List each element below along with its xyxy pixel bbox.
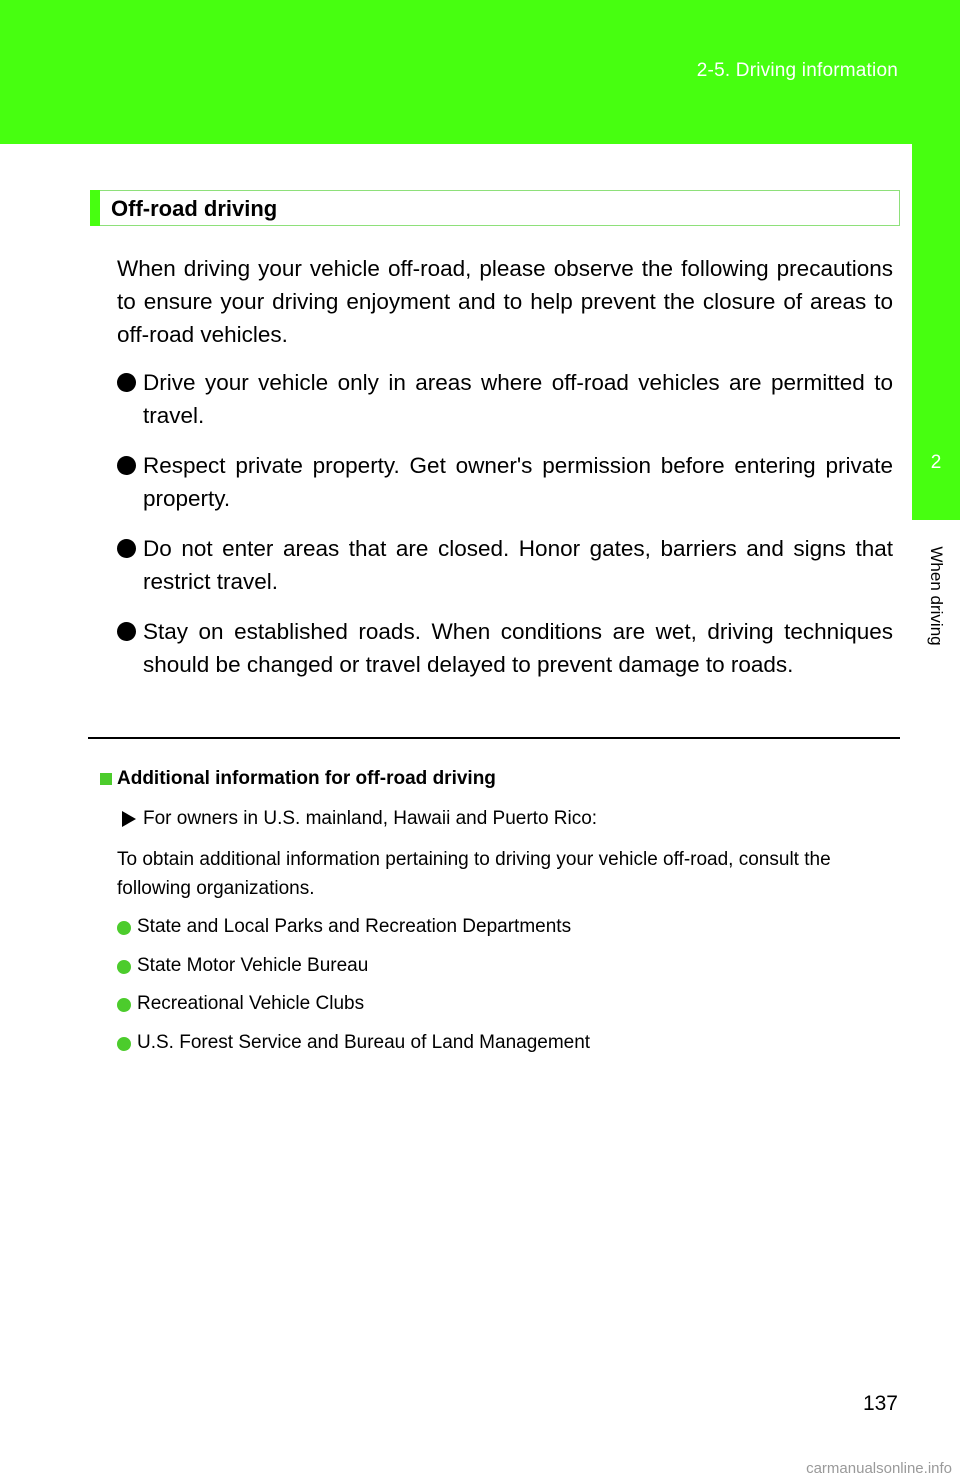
list-item <box>117 1030 893 1056</box>
green-dot-icon <box>117 921 131 935</box>
intro-paragraph: When driving your vehicle off-road, please observe the following precautions to ensure your driving enjoyment and to help prevent the closure of areas to off-road vehicles. <box>117 256 893 347</box>
chapter-tab-divider <box>912 518 960 520</box>
section-title: Off-road driving <box>111 196 278 221</box>
list-item-text: Recreational Vehicle Clubs <box>137 993 365 1014</box>
title-marker <box>90 190 100 226</box>
list-item-text: U.S. Forest Service and Bureau of Land Management <box>137 1031 591 1053</box>
list-item-text: State Motor Vehicle Bureau <box>137 954 369 976</box>
list-item <box>117 914 893 940</box>
section-header: 2-5. Driving information <box>696 60 898 81</box>
note-heading-text: Additional information for off-road driving <box>117 768 496 789</box>
note-body: To obtain additional information pertaining to driving your vehicle off-road, consult the following organizations. <box>117 849 831 899</box>
bullet-dot-icon <box>117 622 136 641</box>
list-item-text: State and Local Parks and Recreation Departments <box>137 916 572 937</box>
list-item <box>117 953 893 979</box>
list-item-text: Respect private property. Get owner's permission before entering private property. <box>143 453 893 511</box>
bullet-dot-icon <box>117 373 136 392</box>
green-dot-icon <box>117 998 131 1012</box>
list-item <box>117 366 893 432</box>
list-item <box>117 991 893 1017</box>
list-item-text: Do not enter areas that are closed. Honor gates, barriers and signs that restrict travel. <box>143 536 893 594</box>
section-title-bar <box>90 190 900 226</box>
market-line <box>122 808 597 830</box>
green-dot-icon <box>117 960 131 974</box>
green-dot-icon <box>117 1037 131 1051</box>
square-bullet-icon <box>100 773 112 785</box>
section-divider <box>88 737 900 739</box>
market-text: For owners in U.S. mainland, Hawaii and Puerto Rico: <box>143 808 598 829</box>
bullet-dot-icon <box>117 456 136 475</box>
organization-list <box>117 914 893 1068</box>
list-item <box>117 615 893 681</box>
chapter-label: When driving <box>927 546 946 646</box>
list-item <box>117 532 893 598</box>
list-item-text: Stay on established roads. When conditions are wet, driving techniques should be changed or travel delayed to prevent damage to roads. <box>143 619 893 677</box>
list-item <box>117 449 893 515</box>
watermark: carmanualsonline.info <box>806 1460 952 1477</box>
list-item-text: Drive your vehicle only in areas where off-road vehicles are permitted to travel. <box>143 370 893 428</box>
page-number: 137 <box>862 1392 898 1415</box>
precaution-list <box>117 366 893 698</box>
arrow-right-icon <box>122 811 136 827</box>
chapter-number: 2 <box>930 452 942 473</box>
bullet-dot-icon <box>117 539 136 558</box>
note-heading <box>100 768 496 790</box>
